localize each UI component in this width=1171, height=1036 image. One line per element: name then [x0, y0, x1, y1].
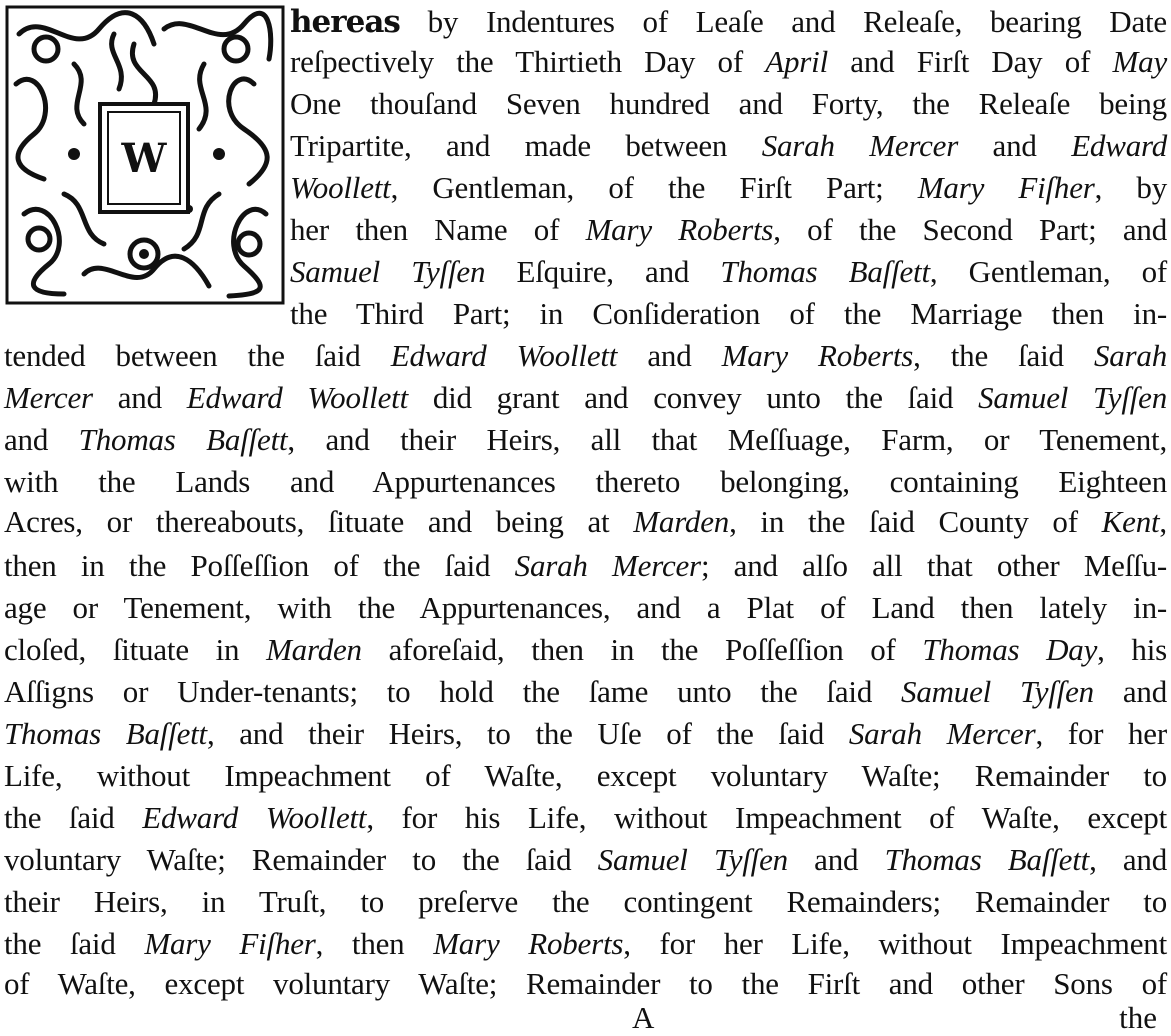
text-run: , of the Second Part; and	[773, 212, 1168, 247]
italic-name: Thomas Baſſett	[4, 716, 207, 751]
italic-name: Sarah	[1093, 338, 1168, 373]
italic-name: Thomas Baſſett	[78, 422, 288, 457]
text-line	[4, 378, 1167, 418]
text-line	[4, 420, 1167, 460]
italic-name: Samuel Tyſſen	[597, 842, 788, 877]
text-line	[4, 840, 1167, 880]
text-run: and	[787, 842, 885, 877]
text-run: of Waſte, except voluntary Waſte; Remainder to the Firſt and other Sons of	[4, 966, 1167, 1001]
text-run: , and their Heirs, to the Uſe of the ſaid	[206, 716, 849, 751]
italic-name: May	[1112, 44, 1167, 79]
text-line	[4, 756, 1167, 796]
italic-name: Mary Roberts	[721, 338, 914, 373]
text-line	[290, 210, 1167, 250]
text-run: the Third Part; in Conſideration of the Marriage then in-	[290, 296, 1167, 331]
signature-mark: A	[632, 1000, 655, 1035]
text-line	[290, 42, 1167, 82]
text-line	[290, 252, 1167, 292]
text-line	[4, 502, 1167, 542]
text-run: Eſquire, and	[485, 254, 721, 289]
italic-name: Edward Woollett	[186, 380, 408, 415]
italic-name: Mary Fiſher	[144, 926, 316, 961]
text-run: reſpectively the Thirtieth Day of	[290, 44, 766, 79]
text-line	[4, 588, 1167, 628]
text-run: , and their Heirs, all that Meſſuage, Farm, or Tenement,	[287, 422, 1167, 457]
italic-name: Sarah Mercer	[514, 548, 701, 583]
text-line	[4, 336, 1167, 376]
text-run: ,	[1159, 504, 1167, 539]
italic-name: April	[765, 44, 828, 79]
text-run: did grant and convey unto the ſaid	[407, 380, 979, 415]
text-line	[4, 462, 1167, 502]
italic-name: Sarah Mercer	[761, 128, 959, 163]
text-run: , for her	[1035, 716, 1167, 751]
text-line	[4, 672, 1167, 712]
ornamental-initial-icon	[4, 4, 286, 306]
italic-name: Marden	[266, 632, 362, 667]
text-run: her then Name of	[290, 212, 586, 247]
decorated-initial-w	[4, 4, 286, 306]
document-page	[4, 0, 1167, 1036]
text-line	[4, 924, 1167, 964]
text-run: aforeſaid, then in the Poſſeſſion of	[361, 632, 923, 667]
text-line	[290, 84, 1167, 124]
text-run: Life, without Impeachment of Waſte, except voluntary Waſte; Remainder to	[4, 758, 1167, 793]
svg-text:W: W	[121, 135, 167, 182]
text-run: One thouſand Seven hundred and Forty, the Releaſe being	[290, 86, 1167, 121]
text-run: and Firſt Day of	[827, 44, 1113, 79]
text-line	[290, 2, 1167, 42]
text-line	[4, 714, 1167, 754]
italic-name: Thomas Baſſett	[884, 842, 1090, 877]
text-run: , for his Life, without Impeachment of Waſte, except	[366, 800, 1168, 835]
text-run: and	[1093, 674, 1168, 709]
italic-name: Marden	[633, 504, 730, 539]
italic-name: Thomas Day	[922, 632, 1098, 667]
text-run: then in the Poſſeſſion of the ſaid	[4, 548, 515, 583]
text-run: with the Lands and Appurtenances thereto belonging, containing Eighteen	[4, 464, 1167, 499]
catchword: the	[1119, 1000, 1157, 1035]
text-line	[290, 126, 1167, 166]
italic-name: Mary Fiſher	[917, 170, 1095, 205]
page-footer	[4, 1000, 1167, 1036]
text-run: Tripartite, and made between	[290, 128, 762, 163]
text-line	[4, 630, 1167, 670]
text-line	[4, 964, 1167, 1004]
italic-name: Samuel Tyſſen	[978, 380, 1168, 415]
text-run: , Gentleman, of the Firſt Part;	[390, 170, 918, 205]
text-run: by Indentures of Leaſe and Releaſe, bearing Date	[399, 4, 1167, 39]
text-run: , Gentleman, of	[929, 254, 1168, 289]
text-run: and	[92, 380, 187, 415]
text-run: cloſed, ſituate in	[4, 632, 267, 667]
text-run: ; and alſo all that other Meſſu-	[700, 548, 1167, 583]
text-line	[290, 168, 1167, 208]
text-run: their Heirs, in Truſt, to preſerve the contingent Remainders; Remainder to	[4, 884, 1167, 919]
text-line	[4, 882, 1167, 922]
text-run: the ſaid	[4, 926, 145, 961]
italic-name: Edward Woollett	[390, 338, 618, 373]
text-run: , by	[1094, 170, 1167, 205]
italic-name: Samuel Tyſſen	[901, 674, 1094, 709]
text-run: Aſſigns or Under-tenants; to hold the ſame unto the ſaid	[4, 674, 902, 709]
text-run: , for her Life, without Impeachment	[623, 926, 1167, 961]
text-line	[4, 546, 1167, 586]
text-run: , the ſaid	[913, 338, 1094, 373]
blackletter-word: hereas	[290, 4, 400, 40]
italic-name: Kent	[1101, 504, 1160, 539]
text-run: and	[617, 338, 722, 373]
italic-name: Edward	[1071, 128, 1168, 163]
text-run: voluntary Waſte; Remainder to the ſaid	[4, 842, 598, 877]
italic-name: Thomas Baſſett	[720, 254, 930, 289]
text-run: , in the ſaid County of	[729, 504, 1102, 539]
italic-name: Mary Roberts	[433, 926, 624, 961]
italic-name: Samuel Tyſſen	[290, 254, 486, 289]
text-run: age or Tenement, with the Appurtenances, and a Plat of Land then lately in-	[4, 590, 1167, 625]
text-run: and	[958, 128, 1072, 163]
text-line	[290, 294, 1167, 334]
italic-name: Mercer	[4, 380, 93, 415]
italic-name: Sarah Mercer	[848, 716, 1036, 751]
text-run: and	[4, 422, 79, 457]
italic-name: Mary Roberts	[585, 212, 774, 247]
text-run: the ſaid	[4, 800, 143, 835]
text-run: , his	[1097, 632, 1167, 667]
text-run: , and	[1089, 842, 1168, 877]
text-line	[4, 798, 1167, 838]
text-run: Acres, or thereabouts, ſituate and being at	[4, 504, 634, 539]
italic-name: Woollett	[290, 170, 391, 205]
text-run: , then	[315, 926, 434, 961]
italic-name: Edward Woollett	[142, 800, 367, 835]
text-run: tended between the ſaid	[4, 338, 391, 373]
